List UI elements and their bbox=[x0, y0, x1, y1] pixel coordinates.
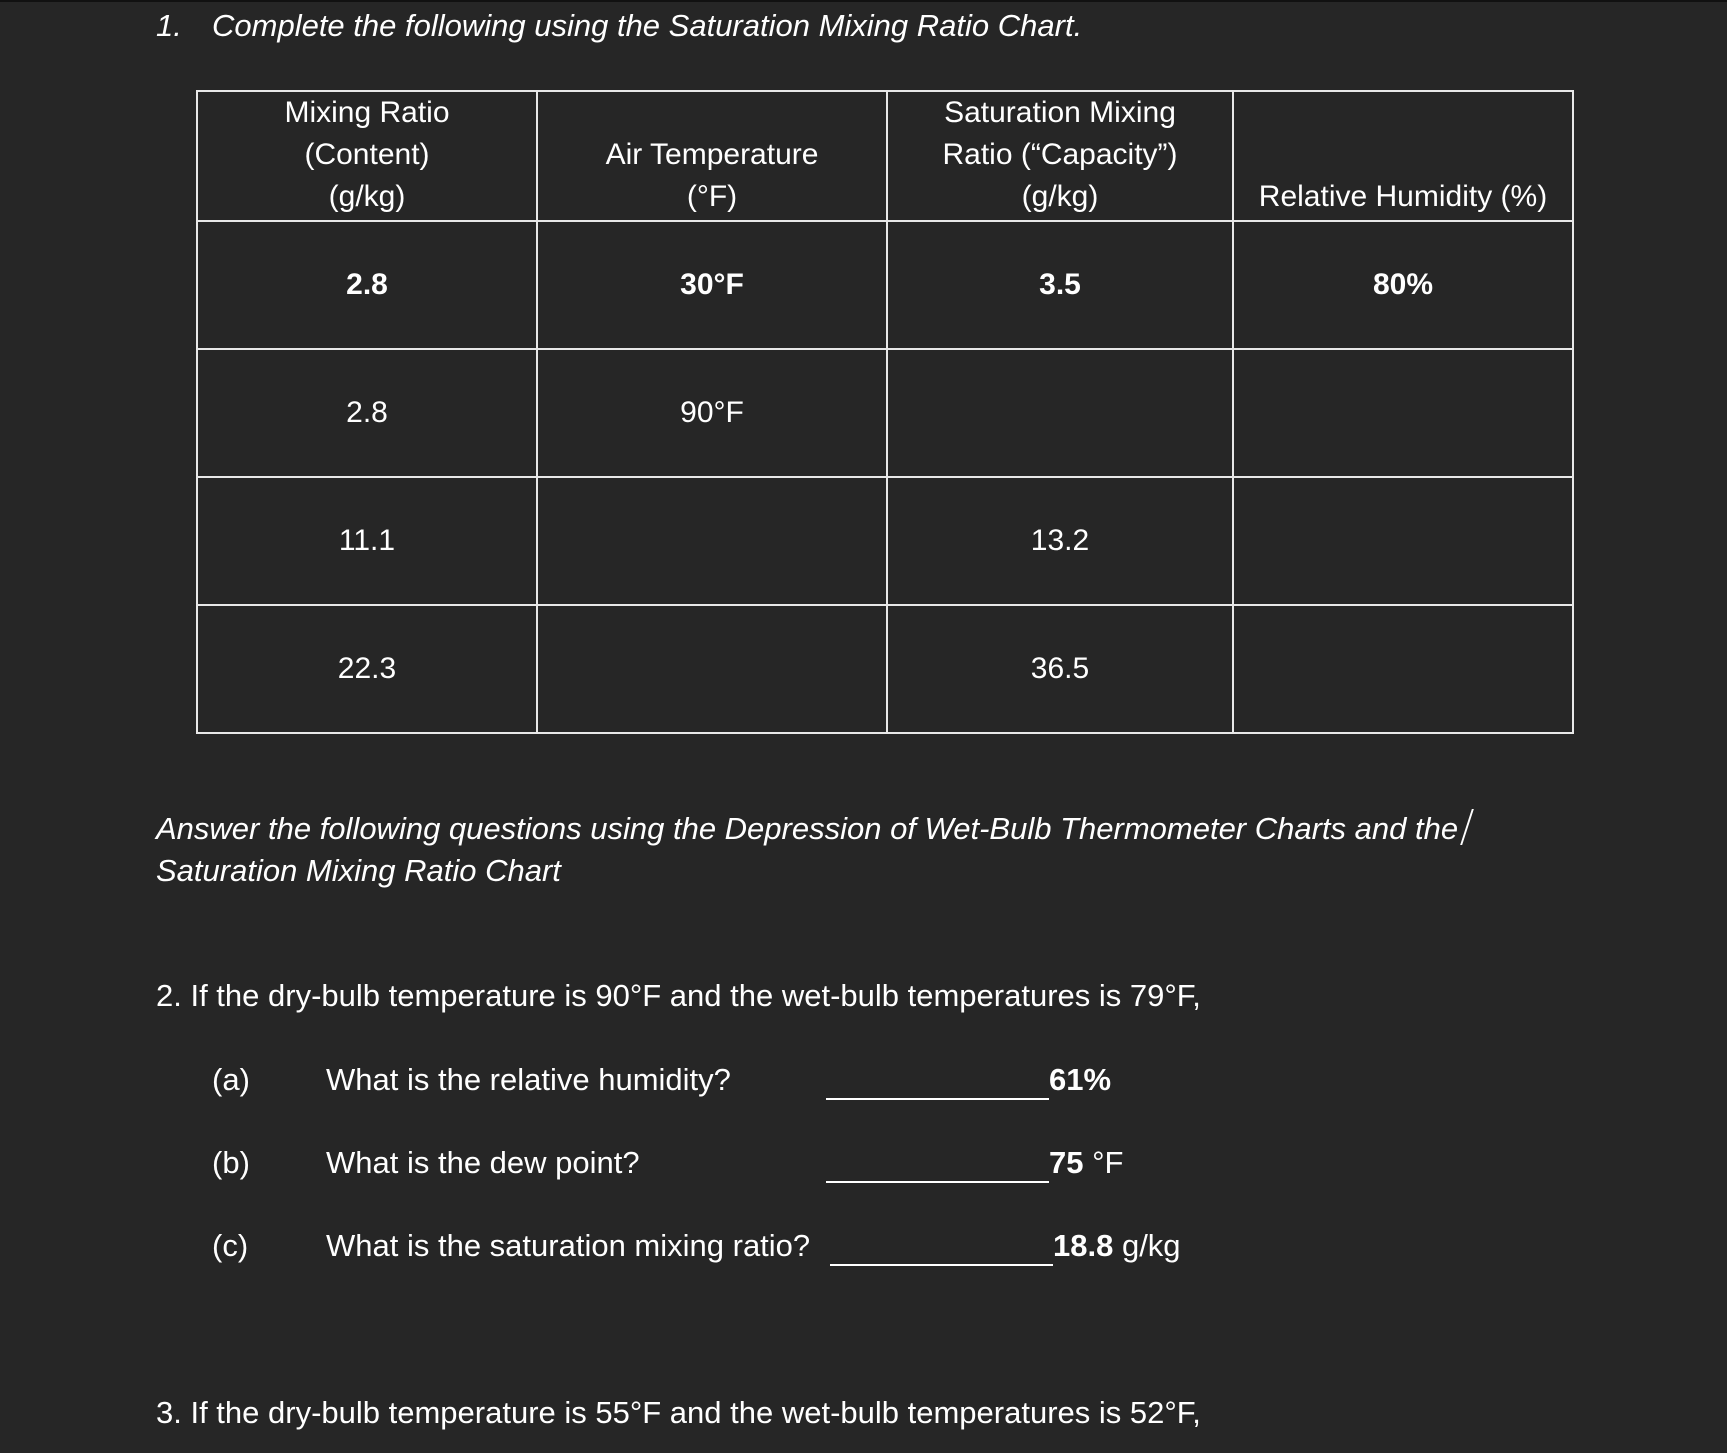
table-header-row bbox=[197, 91, 1573, 221]
part-label: (a) bbox=[212, 1062, 250, 1097]
question-2c bbox=[212, 1228, 1512, 1270]
cell-relative-humidity: 80% bbox=[1233, 221, 1573, 349]
cell-saturation-mixing-ratio: 36.5 bbox=[887, 605, 1233, 733]
cell-air-temperature[interactable] bbox=[537, 477, 887, 605]
question-1-heading bbox=[156, 8, 1082, 44]
header-air-temperature: Air Temperature (°F) bbox=[537, 91, 887, 221]
top-border bbox=[0, 0, 1727, 2]
table-row bbox=[197, 221, 1573, 349]
part-question: What is the saturation mixing ratio? bbox=[326, 1228, 811, 1263]
instructions bbox=[156, 808, 1468, 892]
table-row bbox=[197, 349, 1573, 477]
question-3-stem: 3. If the dry-bulb temperature is 55°F and the wet-bulb temperatures is 52°F, bbox=[156, 1395, 1201, 1430]
cell-mixing-ratio: 2.8 bbox=[197, 221, 537, 349]
cell-relative-humidity[interactable] bbox=[1233, 477, 1573, 605]
cell-air-temperature[interactable] bbox=[537, 605, 887, 733]
question-2-stem: 2. If the dry-bulb temperature is 90°F and the wet-bulb temperatures is 79°F, bbox=[156, 978, 1201, 1013]
saturation-table bbox=[196, 90, 1574, 734]
answer-blank[interactable] bbox=[826, 1181, 1049, 1183]
cell-relative-humidity[interactable] bbox=[1233, 605, 1573, 733]
question-2a bbox=[212, 1062, 1512, 1104]
part-question: What is the dew point? bbox=[326, 1145, 640, 1180]
cell-saturation-mixing-ratio: 3.5 bbox=[887, 221, 1233, 349]
cell-relative-humidity[interactable] bbox=[1233, 349, 1573, 477]
part-label: (b) bbox=[212, 1145, 250, 1180]
cell-mixing-ratio: 22.3 bbox=[197, 605, 537, 733]
part-label: (c) bbox=[212, 1228, 249, 1263]
header-relative-humidity: Relative Humidity (%) bbox=[1233, 91, 1573, 221]
instructions-line-1: Answer the following questions using the Depression of Wet-Bulb Thermometer Charts and the bbox=[156, 811, 1459, 846]
header-mixing-ratio: Mixing Ratio (Content) (g/kg) bbox=[197, 91, 537, 221]
instructions-line-2: Saturation Mixing Ratio Chart bbox=[156, 853, 561, 888]
part-question: What is the relative humidity? bbox=[326, 1062, 731, 1097]
answer: 75 °F bbox=[1049, 1145, 1124, 1180]
header-saturation-mixing-ratio: Saturation Mixing Ratio (“Capacity”) (g/kg) bbox=[887, 91, 1233, 221]
question-1-number: 1. bbox=[156, 8, 182, 43]
table-row bbox=[197, 477, 1573, 605]
cell-saturation-mixing-ratio: 13.2 bbox=[887, 477, 1233, 605]
cell-air-temperature: 90°F bbox=[537, 349, 887, 477]
answer: 61% bbox=[1049, 1062, 1112, 1097]
cell-saturation-mixing-ratio[interactable] bbox=[887, 349, 1233, 477]
cell-mixing-ratio: 11.1 bbox=[197, 477, 537, 605]
question-1-text: Complete the following using the Saturation Mixing Ratio Chart. bbox=[212, 8, 1083, 43]
answer-blank[interactable] bbox=[830, 1264, 1053, 1266]
answer-blank[interactable] bbox=[826, 1098, 1049, 1100]
table-row bbox=[197, 605, 1573, 733]
cell-mixing-ratio: 2.8 bbox=[197, 349, 537, 477]
cell-air-temperature: 30°F bbox=[537, 221, 887, 349]
text-cursor bbox=[1460, 809, 1474, 845]
question-2b bbox=[212, 1145, 1512, 1187]
answer: 18.8 g/kg bbox=[1053, 1228, 1181, 1263]
